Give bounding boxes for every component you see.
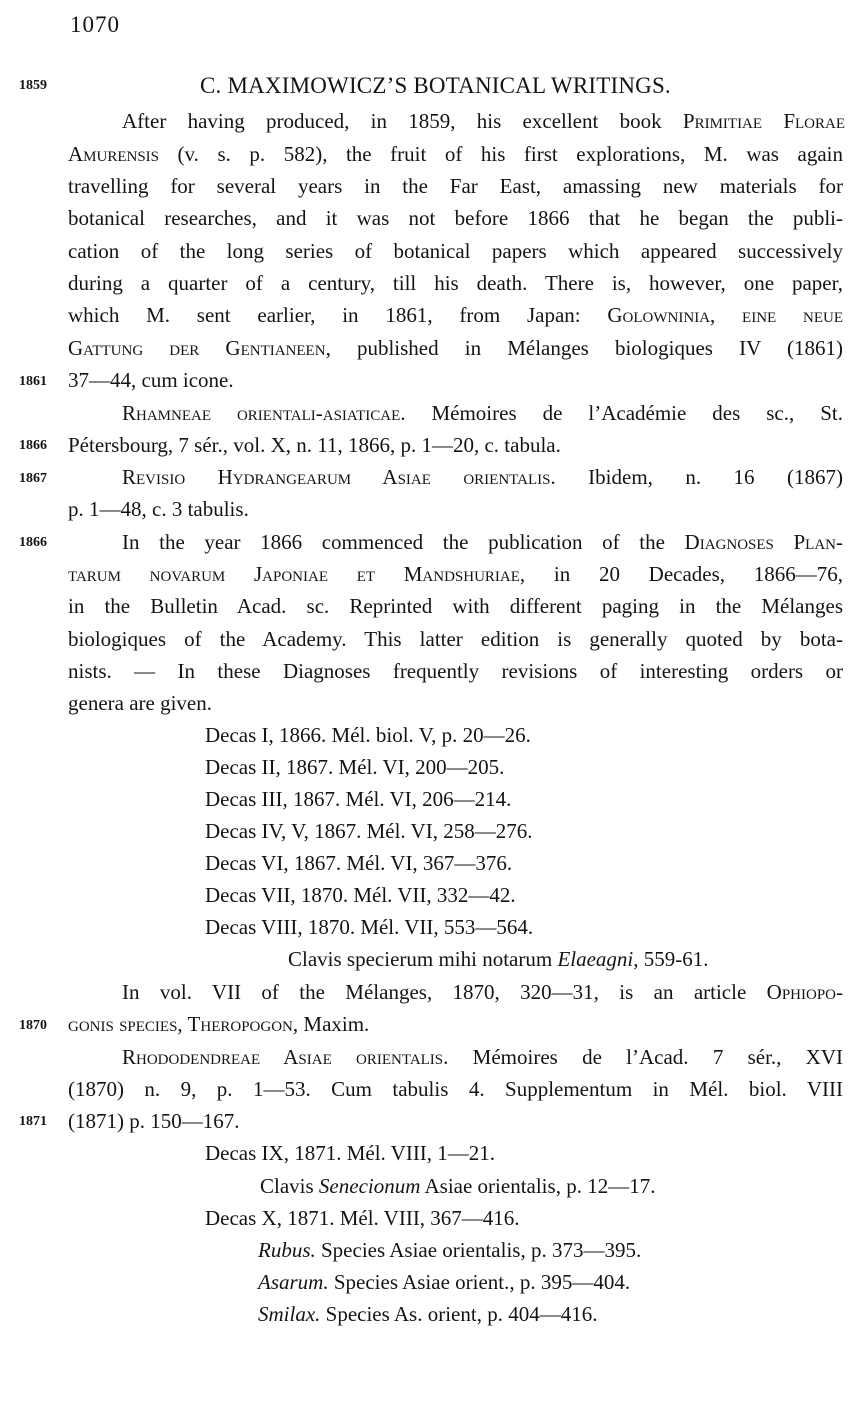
paragraph-line: p. 1—48, c. 3 tabulis. [68,497,249,521]
paragraph-line: cation of the long series of botanical papers which appeared successively [68,239,843,263]
decas-entry: Decas X, 1871. Mél. VIII, 367—416. [205,1206,520,1230]
margin-year: 1861 [19,374,47,389]
paragraph-line: (1871) p. 150—167. [68,1109,240,1133]
paragraph-line: Revisio Hydrangearum Asiae orientalis. Ibidem, n. 16 (1867) [122,465,843,489]
margin-year: 1871 [19,1114,47,1129]
margin-year: 1859 [19,78,47,93]
page-header-title: C. MAXIMOWICZ’S BOTANICAL WRITINGS. [200,73,671,98]
decas-entry: Decas IV, V, 1867. Mél. VI, 258—276. [205,819,533,843]
page-number: 1070 [70,12,120,37]
paragraph-line: during a quarter of a century, till his death. There is, however, one paper, [68,271,843,295]
paragraph-line: botanical researches, and it was not before 1866 that he began the publi- [68,206,843,230]
paragraph-line: in the Bulletin Acad. sc. Reprinted with different paging in the Mélanges [68,594,843,618]
paragraph-line: genera are given. [68,691,212,715]
paragraph-line: nists. — In these Diagnoses frequently revisions of interesting orders or [68,659,843,683]
paragraph-line: Rhamneae orientali-asiaticae. Mémoires de l’Académie des sc., St. [122,401,843,425]
margin-year: 1866 [19,535,47,550]
paragraph-line: In vol. VII of the Mélanges, 1870, 320—31, is an article Ophiopo- [122,980,843,1004]
species-entry: Rubus. Species Asiae orientalis, p. 373—395. [258,1238,642,1262]
paragraph-line: 37—44, cum icone. [68,368,234,392]
decas-entry: Decas IX, 1871. Mél. VIII, 1—21. [205,1141,496,1165]
paragraph-line: Gattung der Gentianeen, published in Mélanges biologiques IV (1861) [68,336,843,360]
decas-entry: Decas II, 1867. Mél. VI, 200—205. [205,755,505,779]
decas-entry: Decas VI, 1867. Mél. VI, 367—376. [205,851,513,875]
paragraph-line: which M. sent earlier, in 1861, from Japan: Golowninia, eine neue [68,303,843,327]
decas-entry: Decas VIII, 1870. Mél. VII, 553—564. [205,915,534,939]
paragraph-line: gonis species, Theropogon, Maxim. [68,1012,370,1036]
paragraph-line: In the year 1866 commenced the publication of the Diagnoses Plan- [122,530,843,554]
decas-entry: Decas VII, 1870. Mél. VII, 332—42. [205,883,516,907]
clavis-entry: Clavis specierum mihi notarum Elaeagni, 559-61. [288,947,709,971]
paragraph-line: travelling for several years in the Far East, amassing new materials for [68,174,843,198]
paragraph-line: After having produced, in 1859, his excellent book Primitiae Florae [122,109,845,133]
paragraph-line: Pétersbourg, 7 sér., vol. X, n. 11, 1866, p. 1—20, c. tabula. [68,433,561,457]
margin-year: 1870 [19,1018,47,1033]
decas-entry: Decas III, 1867. Mél. VI, 206—214. [205,787,512,811]
paragraph-line: biologiques of the Academy. This latter edition is generally quoted by bota- [68,627,843,651]
decas-entry: Decas I, 1866. Mél. biol. V, p. 20—26. [205,723,531,747]
paragraph-line: Rhododendreae Asiae orientalis. Mémoires de l’Acad. 7 sér., XVI [122,1045,843,1069]
margin-year: 1866 [19,438,47,453]
paragraph-line: Amurensis (v. s. p. 582), the fruit of his first explorations, M. was again [68,142,843,166]
clavis-entry: Clavis Senecionum Asiae orientalis, p. 12—17. [260,1174,656,1198]
species-entry: Smilax. Species As. orient, p. 404—416. [258,1302,598,1326]
paragraph-line: (1870) n. 9, p. 1—53. Cum tabulis 4. Supplementum in Mél. biol. VIII [68,1077,843,1101]
paragraph-line: tarum novarum Japoniae et Mandshuriae, in 20 Decades, 1866—76, [68,562,843,586]
margin-year: 1867 [19,471,47,486]
species-entry: Asarum. Species Asiae orient., p. 395—404. [258,1270,631,1294]
